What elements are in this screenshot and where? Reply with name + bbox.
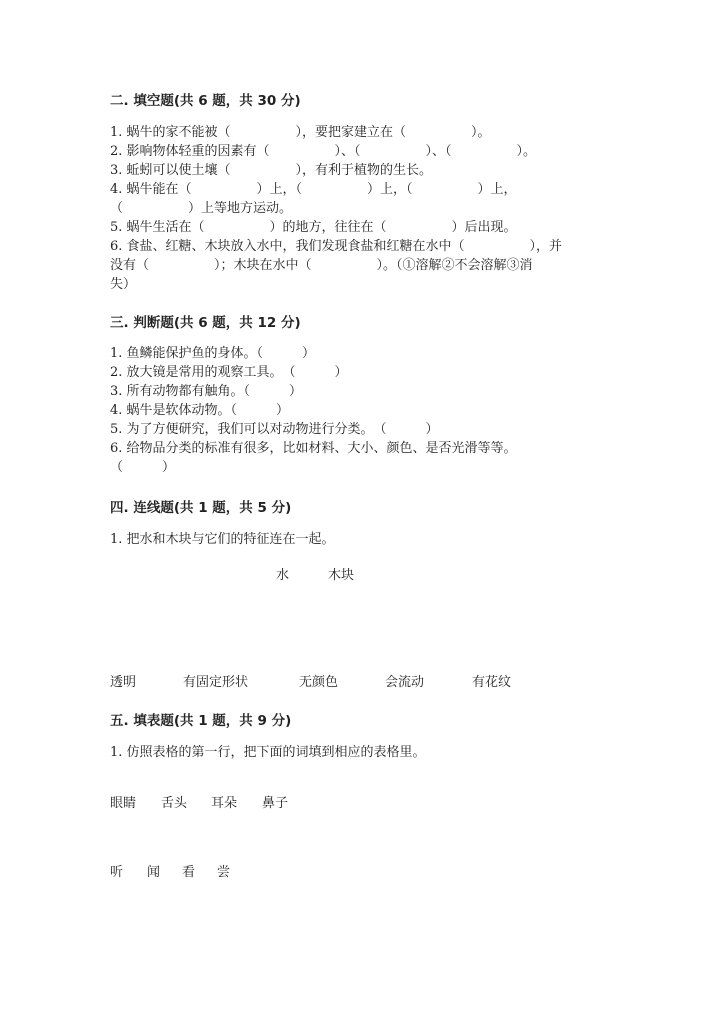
word-ears: 耳朵 xyxy=(211,796,238,811)
match-item-water: 水 xyxy=(276,568,290,583)
word-taste: 尝 xyxy=(217,865,231,880)
match-item-wood-block: 木块 xyxy=(328,568,355,583)
fill-question-1: 1. 蜗牛的家不能被（ ），要把家建立在（ ）。 xyxy=(110,125,491,140)
judge-question-6-line-2: （ ） xyxy=(110,460,176,475)
fill-question-2: 2. 影响物体轻重的因素有（ ）、（ ）、（ ）。 xyxy=(110,144,537,159)
match-question-1: 1. 把水和木块与它们的特征连在一起。 xyxy=(110,532,335,547)
judge-question-5: 5. 为了方便研究，我们可以对动物进行分类。 （ ） xyxy=(110,422,439,437)
match-feature-1: 透明 xyxy=(110,675,137,690)
fill-question-5: 5. 蜗牛生活在（ ）的地方，往往在（ ）后出现。 xyxy=(110,220,517,235)
word-see: 看 xyxy=(182,865,196,880)
word-tongue: 舌头 xyxy=(161,796,188,811)
word-smell: 闻 xyxy=(147,865,161,880)
section-4-heading: 四. 连线题(共 1 题，共 5 分) xyxy=(110,500,292,516)
match-feature-4: 会流动 xyxy=(385,675,425,690)
match-feature-2: 有固定形状 xyxy=(183,675,249,690)
section-2-heading: 二. 填空题(共 6 题，共 30 分) xyxy=(110,93,301,109)
word-eyes: 眼睛 xyxy=(110,796,137,811)
table-question-1: 1. 仿照表格的第一行，把下面的词填到相应的表格里。 xyxy=(110,745,426,760)
fill-question-3: 3. 蚯蚓可以使土壤（ ），有利于植物的生长。 xyxy=(110,163,433,178)
fill-question-6-line-1: 6. 食盐、红糖、木块放入水中，我们发现食盐和红糖在水中（ ），并 xyxy=(110,239,563,254)
word-hear: 听 xyxy=(110,865,124,880)
judge-question-4: 4. 蜗牛是软体动物。（ ） xyxy=(110,403,290,418)
judge-question-1: 1. 鱼鳞能保护鱼的身体。（ ） xyxy=(110,346,316,361)
section-3-heading: 三. 判断题(共 6 题，共 12 分) xyxy=(110,315,301,331)
section-5-heading: 五. 填表题(共 1 题，共 9 分) xyxy=(110,713,292,729)
match-feature-3: 无颜色 xyxy=(299,675,339,690)
match-feature-5: 有花纹 xyxy=(472,675,512,690)
fill-question-4-line-2: （ ）上等地方运动。 xyxy=(110,201,293,216)
judge-question-6-line-1: 6. 给物品分类的标准有很多，比如材料、大小、颜色、是否光滑等等。 xyxy=(110,441,517,456)
word-nose: 鼻子 xyxy=(262,796,289,811)
judge-question-2: 2. 放大镜是常用的观察工具。 （ ） xyxy=(110,365,348,380)
fill-question-4-line-1: 4. 蜗牛能在（ ）上，（ ）上，（ ）上， xyxy=(110,182,517,197)
fill-question-6-line-3: 失） xyxy=(110,277,137,292)
fill-question-6-line-2: 没有（ ）；木块在水中（ ）。（①溶解②不会溶解③消 xyxy=(110,258,533,273)
judge-question-3: 3. 所有动物都有触角。（ ） xyxy=(110,384,303,399)
